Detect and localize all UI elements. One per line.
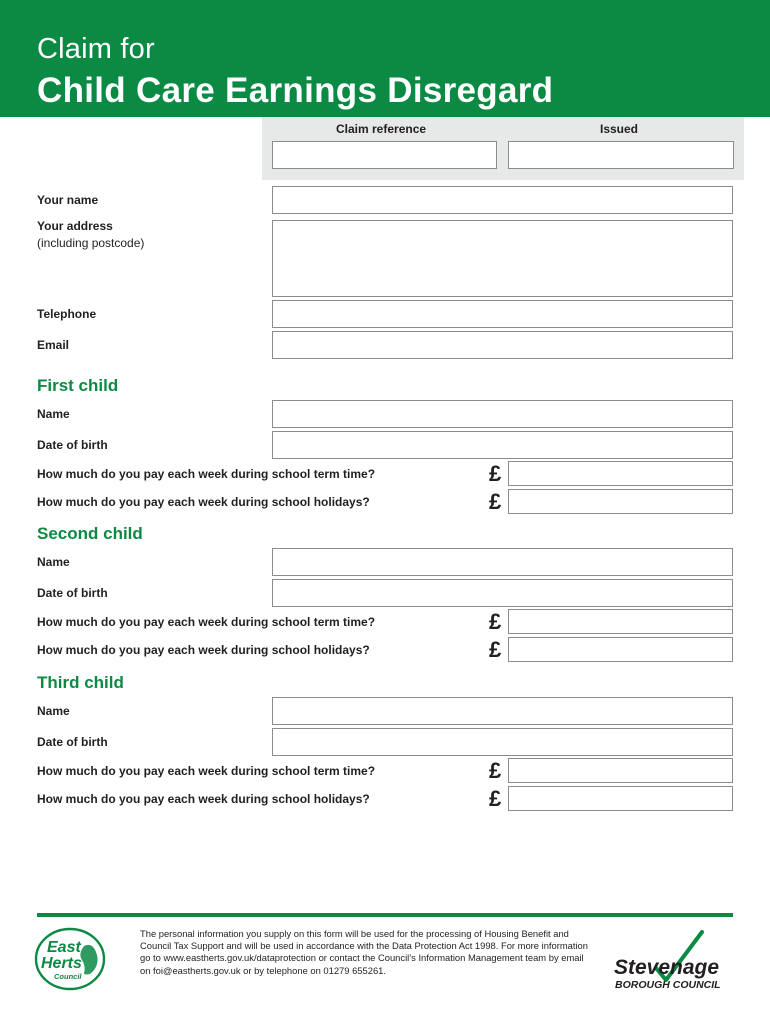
first-child-term-label: How much do you pay each week during school term time? <box>37 467 376 481</box>
your-address-field[interactable] <box>272 220 733 297</box>
third-child-term-label: How much do you pay each week during school term time? <box>37 764 376 778</box>
second-child-heading: Second child <box>37 524 143 543</box>
telephone-label: Telephone <box>37 307 97 321</box>
second-child-name-label: Name <box>37 555 70 569</box>
pound-sign: £ <box>489 461 502 486</box>
claim-reference-field[interactable] <box>272 141 497 169</box>
office-use-panel <box>262 117 744 180</box>
header-banner <box>0 0 770 117</box>
logo-text-east: East <box>47 939 81 956</box>
first-child-term-amount-field[interactable] <box>508 461 733 486</box>
data-protection-notice: The personal information you supply on this form will be used for the processing of Housing Benefit and Council Tax Support and will be used in accordance with the Data Protection Act 1998. For more information go to www.eastherts.gov.uk/dataprotection or contact the Council’s Information Management team by email on foi@eastherts.gov.uk or by telephone on 01279 655261. <box>140 928 588 976</box>
email-label: Email <box>37 338 70 352</box>
logo-text-council: Council <box>54 972 82 981</box>
second-child-holiday-label: How much do you pay each week during school holidays? <box>37 643 370 657</box>
address-label-text: Your address <box>37 219 113 233</box>
your-address-label <box>37 219 144 250</box>
first-child-dob-field[interactable] <box>272 431 733 459</box>
email-field[interactable] <box>272 331 733 359</box>
first-child-dob-label: Date of birth <box>37 438 108 452</box>
telephone-field[interactable] <box>272 300 733 328</box>
first-child-name-field[interactable] <box>272 400 733 428</box>
second-child-name-field[interactable] <box>272 548 733 576</box>
third-child-holiday-amount-field[interactable] <box>508 786 733 811</box>
second-child-dob-field[interactable] <box>272 579 733 607</box>
pound-sign: £ <box>489 758 502 783</box>
logo-text-stevenage: Stevenage <box>614 956 720 979</box>
first-child-name-label: Name <box>37 407 70 421</box>
issued-field[interactable] <box>508 141 734 169</box>
second-child-dob-label: Date of birth <box>37 586 108 600</box>
claim-reference-label: Claim reference <box>336 122 427 136</box>
third-child-dob-field[interactable] <box>272 728 733 756</box>
footer-rule <box>37 913 733 917</box>
third-child-name-field[interactable] <box>272 697 733 725</box>
form-subtitle: Claim for <box>37 33 155 65</box>
second-child-term-label: How much do you pay each week during school term time? <box>37 615 376 629</box>
third-child-heading: Third child <box>37 673 124 692</box>
east-herts-council-logo <box>34 926 108 992</box>
your-name-field[interactable] <box>272 186 733 214</box>
issued-label: Issued <box>600 122 639 136</box>
form-title: Child Care Earnings Disregard <box>37 71 554 110</box>
second-child-term-amount-field[interactable] <box>508 609 733 634</box>
first-child-holiday-label: How much do you pay each week during school holidays? <box>37 495 370 509</box>
address-note: (including postcode) <box>37 236 145 250</box>
logo-text-borough-council: BOROUGH COUNCIL <box>615 979 721 991</box>
third-child-dob-label: Date of birth <box>37 735 108 749</box>
logo-text-herts: Herts <box>41 955 82 972</box>
stevenage-borough-council-logo <box>612 930 736 992</box>
third-child-name-label: Name <box>37 704 70 718</box>
third-child-holiday-label: How much do you pay each week during school holidays? <box>37 792 370 806</box>
pound-sign: £ <box>489 637 502 662</box>
pound-sign: £ <box>489 489 502 514</box>
first-child-holiday-amount-field[interactable] <box>508 489 733 514</box>
your-name-label: Your name <box>37 193 99 207</box>
first-child-heading: First child <box>37 376 119 395</box>
pound-sign: £ <box>489 609 502 634</box>
third-child-term-amount-field[interactable] <box>508 758 733 783</box>
pound-sign: £ <box>489 786 502 811</box>
second-child-holiday-amount-field[interactable] <box>508 637 733 662</box>
